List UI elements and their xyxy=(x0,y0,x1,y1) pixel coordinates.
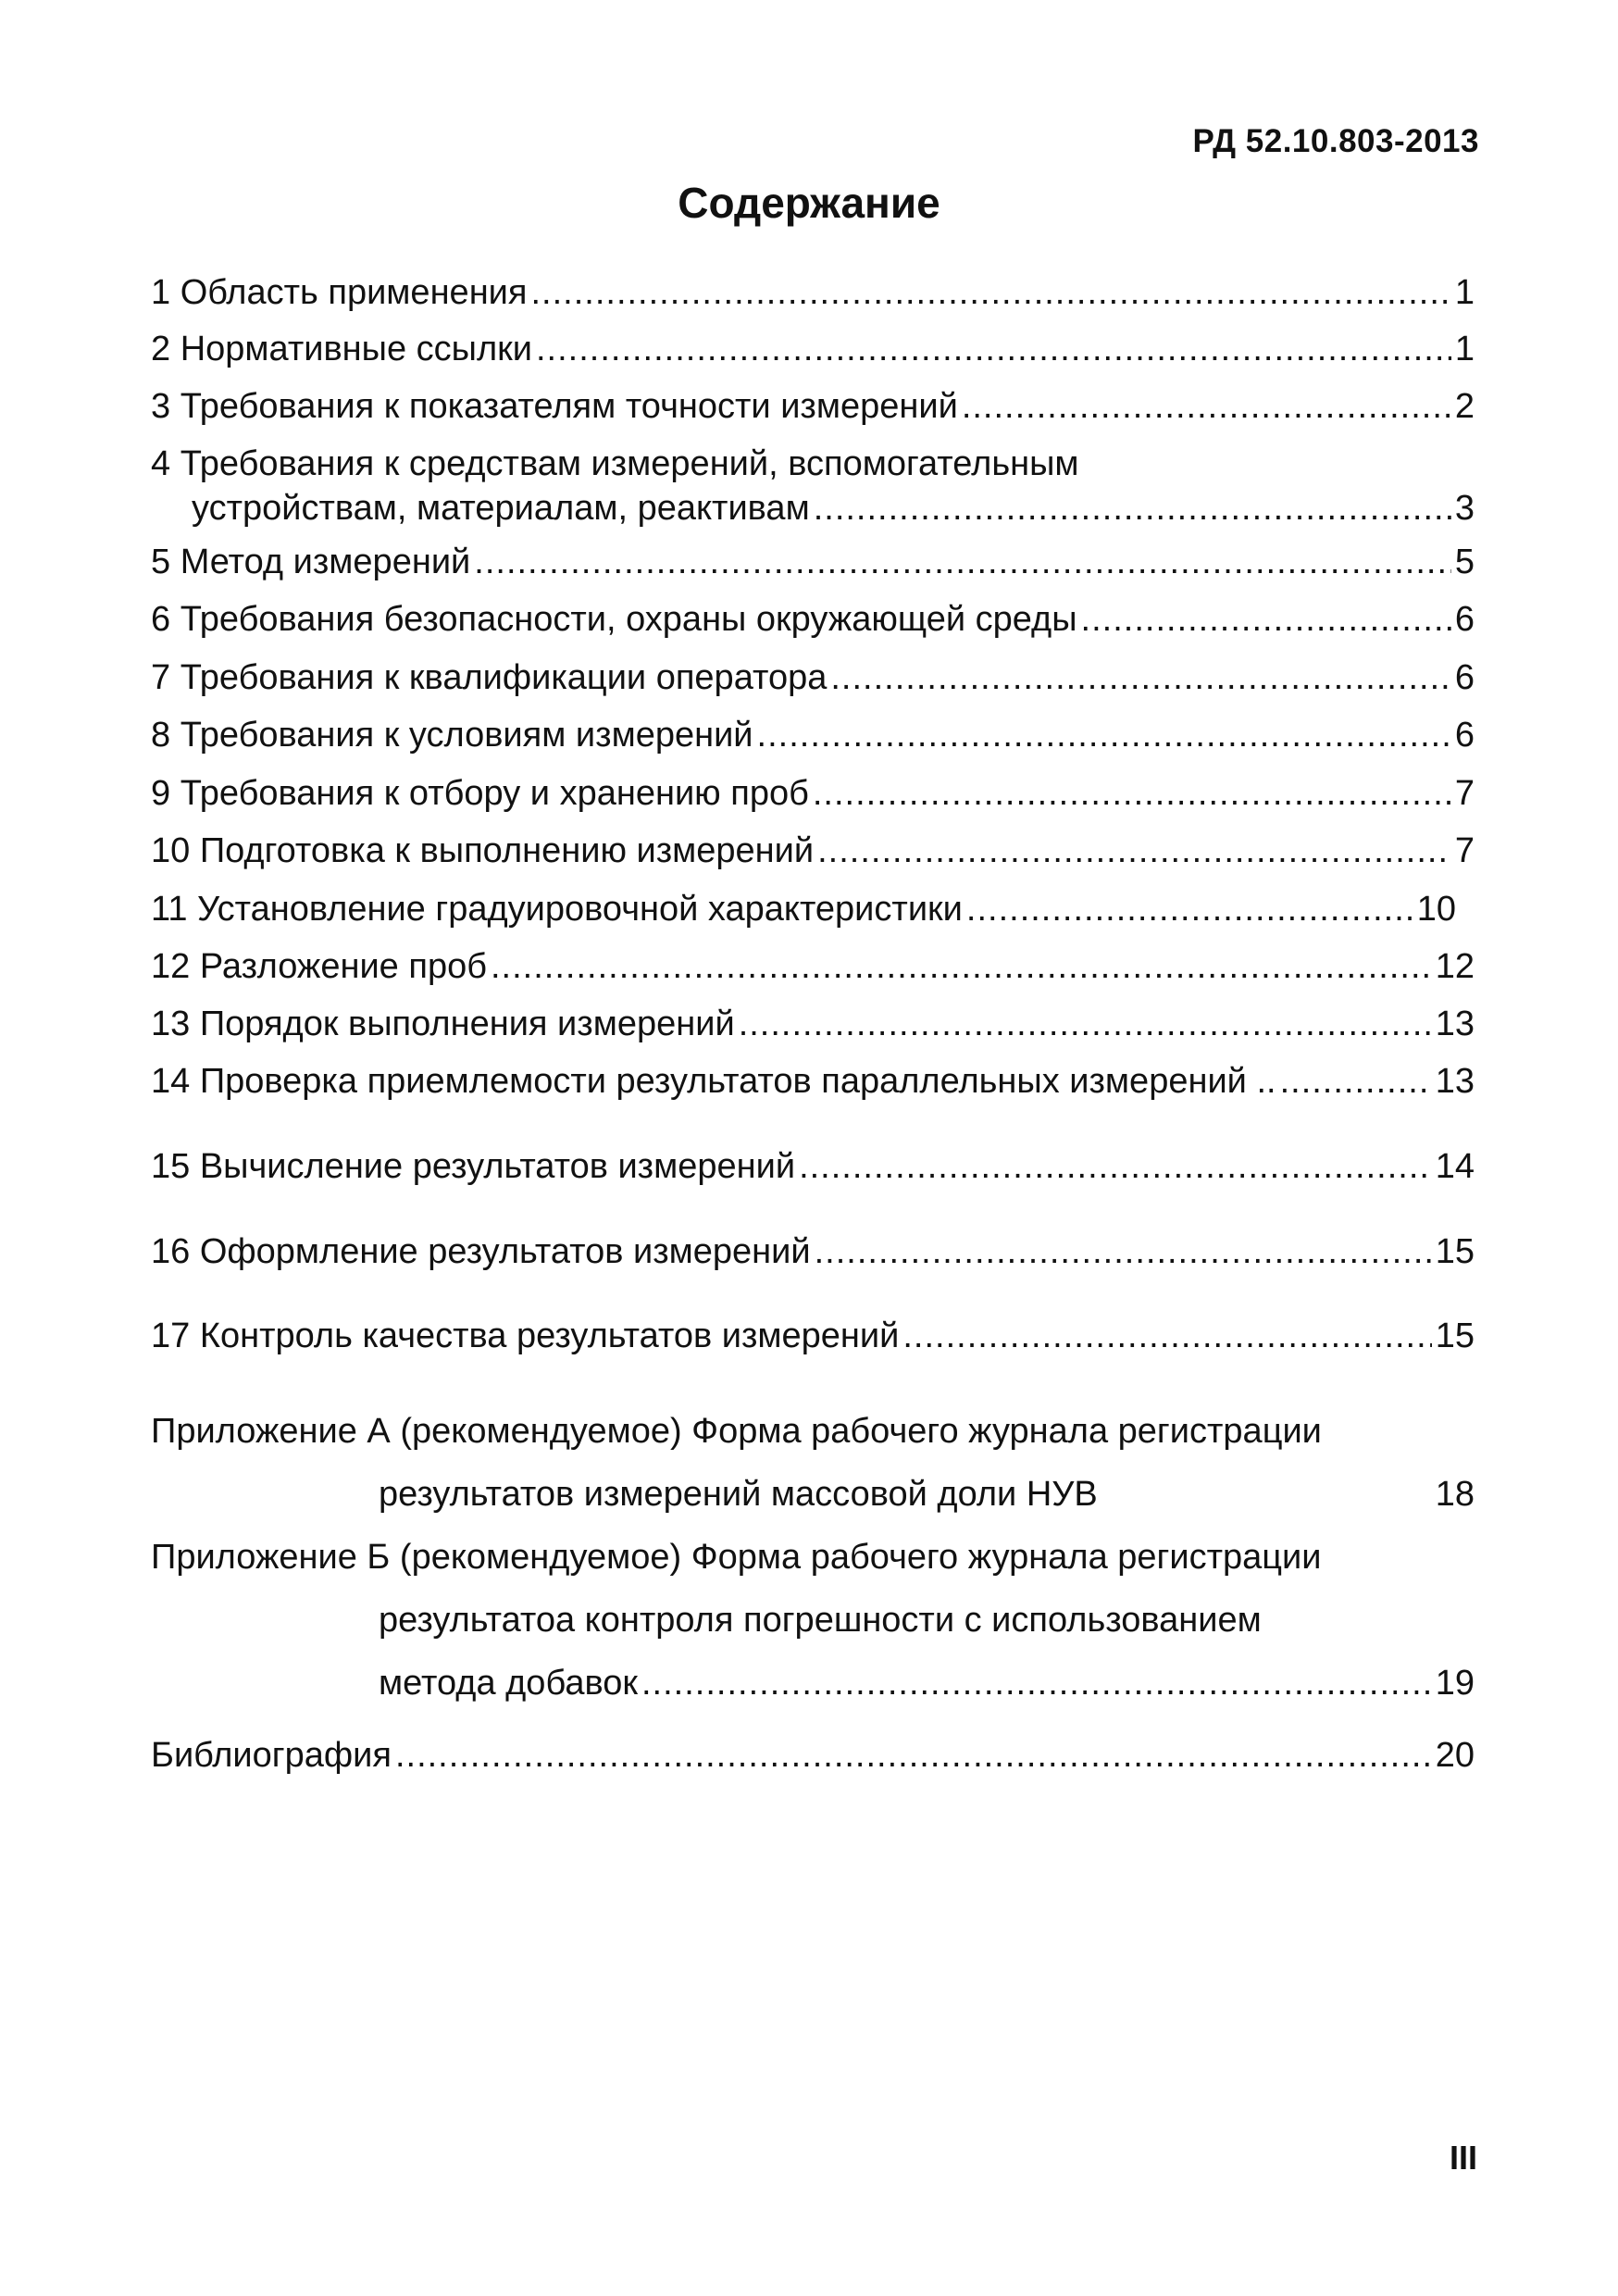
toc-page-number: 18 xyxy=(1435,1475,1475,1514)
toc-page-number: 6 xyxy=(1454,658,1475,697)
toc-entry-6[interactable] xyxy=(151,597,1475,642)
toc-entry-15[interactable] xyxy=(151,1144,1475,1189)
toc-leader-dots xyxy=(966,887,1413,931)
toc-leader-dots xyxy=(536,327,1451,371)
toc-entry-16[interactable] xyxy=(151,1229,1475,1274)
toc-entry-11[interactable] xyxy=(151,887,1456,931)
toc-entry-label: 12 Разложение проб xyxy=(151,947,487,986)
toc-page-number: 19 xyxy=(1435,1664,1475,1703)
toc-entry-14[interactable] xyxy=(151,1059,1475,1104)
toc-entry-label: 17 Контроль качества результатов измерений xyxy=(151,1316,900,1355)
toc-page-number: 14 xyxy=(1435,1147,1475,1186)
toc-page-number: 13 xyxy=(1435,1004,1475,1043)
toc-leader-dots xyxy=(813,771,1451,816)
toc-page-number: 7 xyxy=(1454,774,1475,813)
toc-entry-1[interactable] xyxy=(151,270,1475,315)
toc-entry-17[interactable] xyxy=(151,1314,1475,1358)
toc-leader-dots xyxy=(815,1229,1432,1274)
toc-page-number: 3 xyxy=(1454,489,1475,528)
toc-leader-dots xyxy=(1280,1059,1432,1104)
toc-page-number: 15 xyxy=(1435,1232,1475,1271)
toc-leader-dots xyxy=(739,1002,1432,1046)
toc-entry-label: Библиография xyxy=(151,1736,392,1775)
toc-leader-dots xyxy=(1081,597,1451,642)
toc-entry-label: 1 Область применения xyxy=(151,273,528,312)
toc-leader-dots xyxy=(757,713,1451,757)
toc-entry-label: 5 Метод измерений xyxy=(151,543,471,581)
toc-leader-dots xyxy=(474,540,1451,584)
toc-entry-label: метода добавок xyxy=(379,1664,638,1703)
toc-leader-dots xyxy=(902,1314,1431,1358)
toc-page-number: 12 xyxy=(1435,947,1475,986)
toc-entry-13[interactable] xyxy=(151,1002,1475,1046)
toc-leader-dots xyxy=(395,1733,1432,1778)
toc-leader-dots xyxy=(962,384,1451,429)
toc-leader-dots xyxy=(641,1652,1432,1715)
toc-page-number: 1 xyxy=(1454,330,1475,368)
toc-entry-3[interactable] xyxy=(151,384,1475,429)
page-number: III xyxy=(1449,2139,1477,2177)
toc-entry-label: 16 Оформление результатов измерений xyxy=(151,1232,811,1271)
document-code: РД 52.10.803-2013 xyxy=(1192,123,1479,159)
toc-entry-7[interactable] xyxy=(151,655,1475,700)
toc-entry-label: 10 Подготовка к выполнению измерений xyxy=(151,831,815,870)
toc-leader-dots xyxy=(814,486,1451,530)
toc-page-number: 5 xyxy=(1454,543,1475,581)
toc-entry-label: результатов измерений массовой доли НУВ xyxy=(379,1475,1098,1514)
toc-entry-label: 3 Требования к показателям точности измерений xyxy=(151,387,958,426)
toc-entry-label: 14 Проверка приемлемости результатов параллельных измерений .. xyxy=(151,1062,1276,1101)
toc-page-number: 15 xyxy=(1435,1316,1475,1355)
toc-entry-10[interactable] xyxy=(151,829,1475,873)
toc-entry-label-line2: результатоа контроля погрешности с использованием xyxy=(379,1601,1262,1640)
toc-page-number: 10 xyxy=(1416,890,1456,929)
toc-leader-dots xyxy=(530,270,1450,315)
toc-entry-label: 8 Требования к условиям измерений xyxy=(151,716,753,755)
toc-leader-dots xyxy=(830,655,1450,700)
toc-entry-9[interactable] xyxy=(151,771,1475,816)
toc-entry-label: 6 Требования безопасности, охраны окружающей среды xyxy=(151,600,1077,639)
toc-entry-5[interactable] xyxy=(151,540,1475,584)
toc-entry-4[interactable] xyxy=(151,442,1475,530)
toc-entry-label-line1: Приложение А (рекомендуемое) Форма рабочего журнала регистрации xyxy=(151,1412,1322,1451)
toc-leader-dots xyxy=(799,1144,1432,1189)
toc-page-number: 2 xyxy=(1454,387,1475,426)
toc-entry-label: 7 Требования к квалификации оператора xyxy=(151,658,828,697)
toc-page-number: 1 xyxy=(1454,273,1475,312)
toc-entry-appendix-a[interactable] xyxy=(151,1400,1475,1526)
toc-page-number: 6 xyxy=(1454,716,1475,755)
toc-page-number: 13 xyxy=(1435,1062,1475,1101)
toc-page-number: 7 xyxy=(1454,831,1475,870)
toc-entry-label: устройствам, материалам, реактивам xyxy=(192,489,810,528)
toc-entry-label: 15 Вычисление результатов измерений xyxy=(151,1147,796,1186)
toc-page-number: 6 xyxy=(1454,600,1475,639)
toc-entry-appendix-b[interactable] xyxy=(151,1526,1475,1715)
page-title: Содержание xyxy=(678,179,940,227)
toc-entry-label: 2 Нормативные ссылки xyxy=(151,330,532,368)
toc-leader-dots xyxy=(817,829,1451,873)
toc-entry-label-line1: 4 Требования к средствам измерений, вспомогательным xyxy=(151,444,1079,483)
toc-entry-bibliography[interactable] xyxy=(151,1733,1475,1778)
toc-entry-8[interactable] xyxy=(151,713,1475,757)
toc-page-number: 20 xyxy=(1435,1736,1475,1775)
toc-entry-label: 11 Установление градуировочной характеристики xyxy=(151,890,963,929)
toc-entry-label: 13 Порядок выполнения измерений xyxy=(151,1004,735,1043)
toc-entry-2[interactable] xyxy=(151,327,1475,371)
toc-entry-label-line1: Приложение Б (рекомендуемое) Форма рабочего журнала регистрации xyxy=(151,1538,1322,1577)
toc-leader-dots xyxy=(491,944,1432,989)
toc-entry-label: 9 Требования к отбору и хранению проб xyxy=(151,774,809,813)
toc-entry-12[interactable] xyxy=(151,944,1475,989)
